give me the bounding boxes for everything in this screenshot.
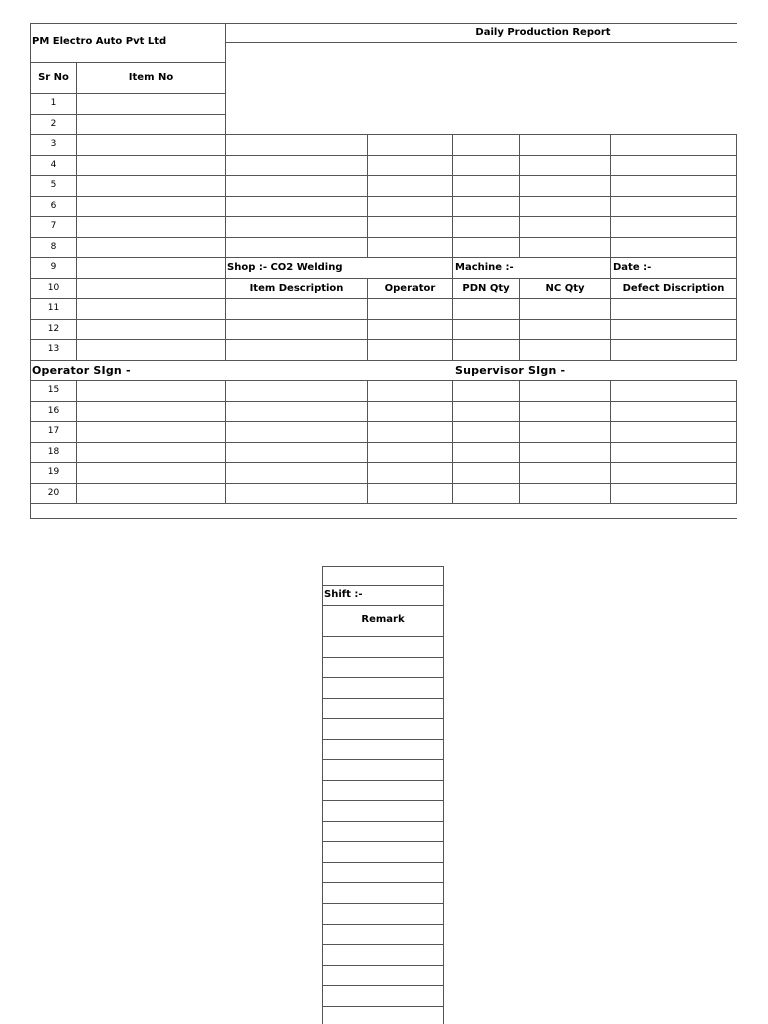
border-bottom [30, 518, 737, 519]
row-number: 19 [47, 467, 60, 477]
border-top [30, 23, 737, 24]
rule [322, 698, 443, 699]
row-number: 20 [47, 488, 60, 498]
col-divider [76, 62, 77, 360]
row-number: 12 [47, 324, 60, 334]
shift-label: Shift :- [324, 589, 363, 600]
col-divider [225, 23, 226, 134]
rule [322, 821, 443, 822]
nc-qty-header: NC Qty [545, 283, 585, 294]
row-number: 1 [50, 98, 57, 108]
rule [322, 800, 443, 801]
rule [30, 114, 225, 115]
rule [30, 175, 737, 176]
rule [322, 718, 443, 719]
row-number: 9 [50, 262, 57, 272]
row-number: 2 [50, 119, 57, 129]
rule [322, 882, 443, 883]
row-number: 5 [50, 180, 57, 190]
rule [322, 780, 443, 781]
rule [322, 1006, 443, 1007]
operator-sign-label: Operator SIgn - [32, 364, 131, 377]
defect-description-header: Defect Discription [622, 283, 725, 294]
row-number: 16 [47, 406, 60, 416]
col-divider [452, 134, 453, 360]
rule [322, 585, 443, 586]
rule [30, 442, 737, 443]
col-divider [367, 380, 368, 503]
col-divider [519, 134, 520, 257]
rule [30, 278, 737, 279]
rule [322, 965, 443, 966]
row-number: 8 [50, 242, 57, 252]
rule [30, 62, 225, 63]
item-no-header: Item No [128, 72, 174, 83]
col-divider [736, 134, 737, 360]
remark-header: Remark [361, 614, 405, 625]
rule [322, 944, 443, 945]
rule [322, 605, 443, 606]
date-label: Date :- [613, 262, 652, 273]
rule [30, 257, 737, 258]
col-divider [452, 380, 453, 503]
rule [30, 155, 737, 156]
row-number: 6 [50, 201, 57, 211]
rule [30, 401, 737, 402]
rule [322, 841, 443, 842]
rule [322, 657, 443, 658]
rule [30, 196, 737, 197]
rule [322, 759, 443, 760]
sr-no-header: Sr No [38, 72, 69, 83]
item-description-header: Item Description [249, 283, 344, 294]
row-number: 13 [47, 344, 60, 354]
rule [322, 985, 443, 986]
rule [30, 503, 737, 504]
report-title: Daily Production Report [475, 27, 611, 38]
col-divider [76, 380, 77, 503]
shop-label: Shop :- CO2 Welding [227, 262, 343, 273]
rule [30, 134, 737, 135]
rule [30, 462, 737, 463]
rule [30, 237, 737, 238]
col-divider [610, 380, 611, 503]
title-underline [225, 42, 737, 43]
supervisor-sign-label: Supervisor SIgn - [455, 364, 566, 377]
operator-header: Operator [384, 283, 436, 294]
rule [30, 93, 225, 94]
side-border-right [443, 566, 444, 1024]
rule [30, 421, 737, 422]
rule [30, 319, 737, 320]
rule [30, 380, 737, 381]
rule [322, 903, 443, 904]
side-border-left [322, 566, 323, 1024]
machine-label: Machine :- [455, 262, 514, 273]
pdn-qty-header: PDN Qty [462, 283, 510, 294]
rule [322, 739, 443, 740]
row-number: 17 [47, 426, 60, 436]
rule [30, 298, 737, 299]
row-number: 10 [47, 283, 60, 293]
rule [30, 339, 737, 340]
col-divider [367, 134, 368, 257]
rule [322, 677, 443, 678]
row-number: 11 [47, 303, 60, 313]
rule [322, 636, 443, 637]
rule [322, 862, 443, 863]
row-number: 18 [47, 447, 60, 457]
col-divider [736, 380, 737, 503]
col-divider [610, 134, 611, 360]
company-name: PM Electro Auto Pvt Ltd [32, 36, 167, 47]
row-number: 4 [50, 160, 57, 170]
rule [30, 216, 737, 217]
rule [322, 566, 443, 567]
col-divider [225, 380, 226, 503]
rule [30, 360, 737, 361]
rule [322, 924, 443, 925]
row-number: 3 [50, 139, 57, 149]
col-divider [225, 134, 226, 360]
col-divider [519, 380, 520, 503]
row-number: 15 [47, 385, 60, 395]
rule [30, 483, 737, 484]
row-number: 7 [50, 221, 57, 231]
